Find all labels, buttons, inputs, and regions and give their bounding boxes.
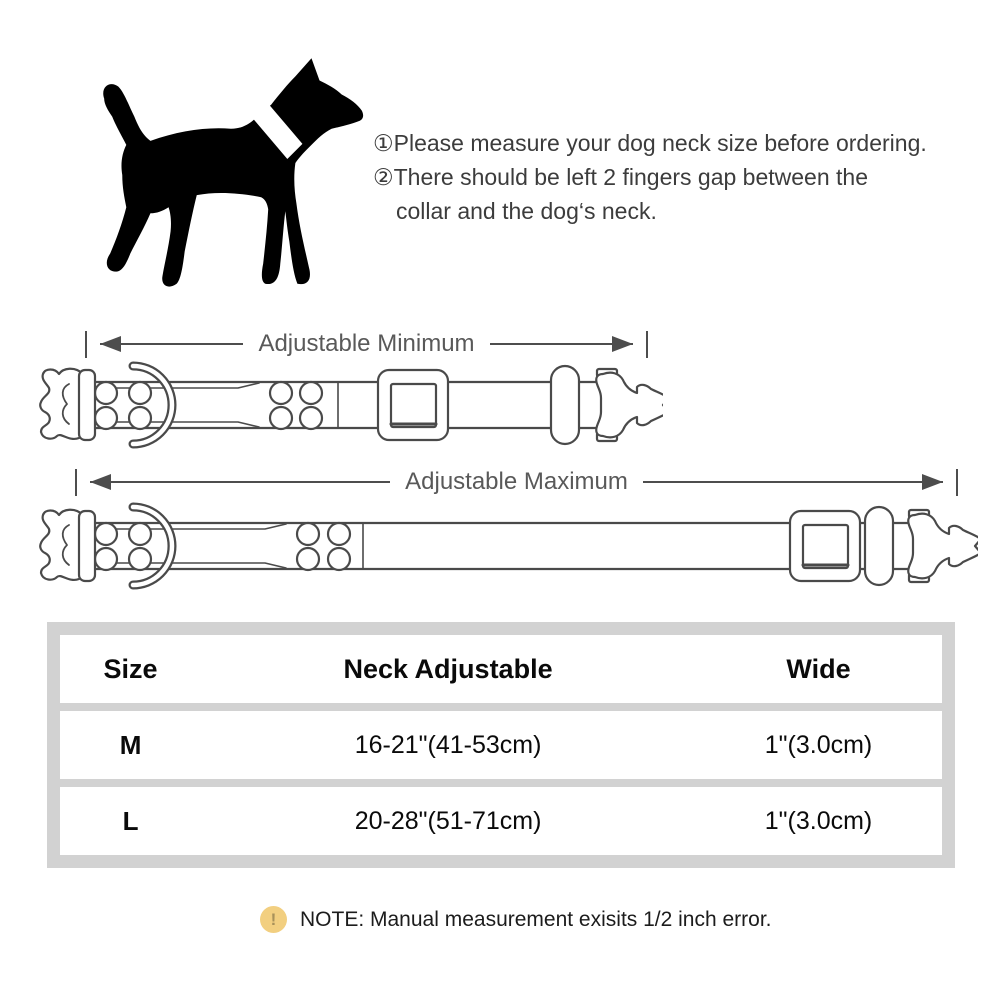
header-size: Size [103,653,158,684]
adjustable-minimum-label: Adjustable Minimum [258,330,475,357]
keeper-loop [865,507,893,585]
adjustable-minimum-measure [85,330,648,358]
note-text: NOTE: Manual measurement exisits 1/2 inch error. [300,907,772,931]
table-header-row [60,635,942,703]
table-row-l [60,787,942,855]
tri-glide-slider [378,370,448,440]
tri-glide-slider [790,511,860,581]
buckle-bar [79,370,95,440]
measure-end-bar [75,469,77,496]
measure-end-bar [956,469,958,496]
cell-wide: 1"(3.0cm) [764,806,873,835]
left-arrow-line [100,343,243,345]
instruction-line-2: ②There should be left 2 fingers gap between the [373,164,868,190]
table-row-m [60,711,942,779]
collar-maximum-diagram [33,501,978,591]
cell-wide: 1"(3.0cm) [764,730,873,759]
dog-body-shape [103,58,363,286]
keeper-loop [551,366,579,444]
side-release-buckle [40,369,95,440]
buckle-bar [79,511,95,581]
left-arrow-line [90,481,390,483]
adjustable-maximum-label: Adjustable Maximum [405,468,628,495]
cell-neck: 20-28"(51-71cm) [354,806,542,835]
measure-end-bar [646,331,648,358]
instruction-line-3: collar and the dog‘s neck. [396,198,657,224]
cell-size: M [119,729,142,760]
header-neck-adjustable: Neck Adjustable [343,653,553,684]
clasp-tip [596,369,663,441]
measure-end-bar [85,331,87,358]
dog-silhouette-image [80,40,392,295]
collar-minimum-diagram [33,360,663,450]
adjustable-maximum-measure [75,468,958,496]
clasp-tip [908,510,978,582]
cell-neck: 16-21"(41-53cm) [354,730,542,759]
instruction-line-1: ①Please measure your dog neck size before ordering. [373,130,927,156]
cell-size: L [122,805,139,836]
exclamation-icon: ! [260,906,287,933]
size-chart-table [47,622,955,868]
header-wide: Wide [786,653,851,684]
right-arrow-line [643,481,943,483]
measurement-note [260,906,772,933]
right-arrow-line [490,343,633,345]
measuring-instructions [373,126,927,228]
side-release-buckle [40,510,95,581]
